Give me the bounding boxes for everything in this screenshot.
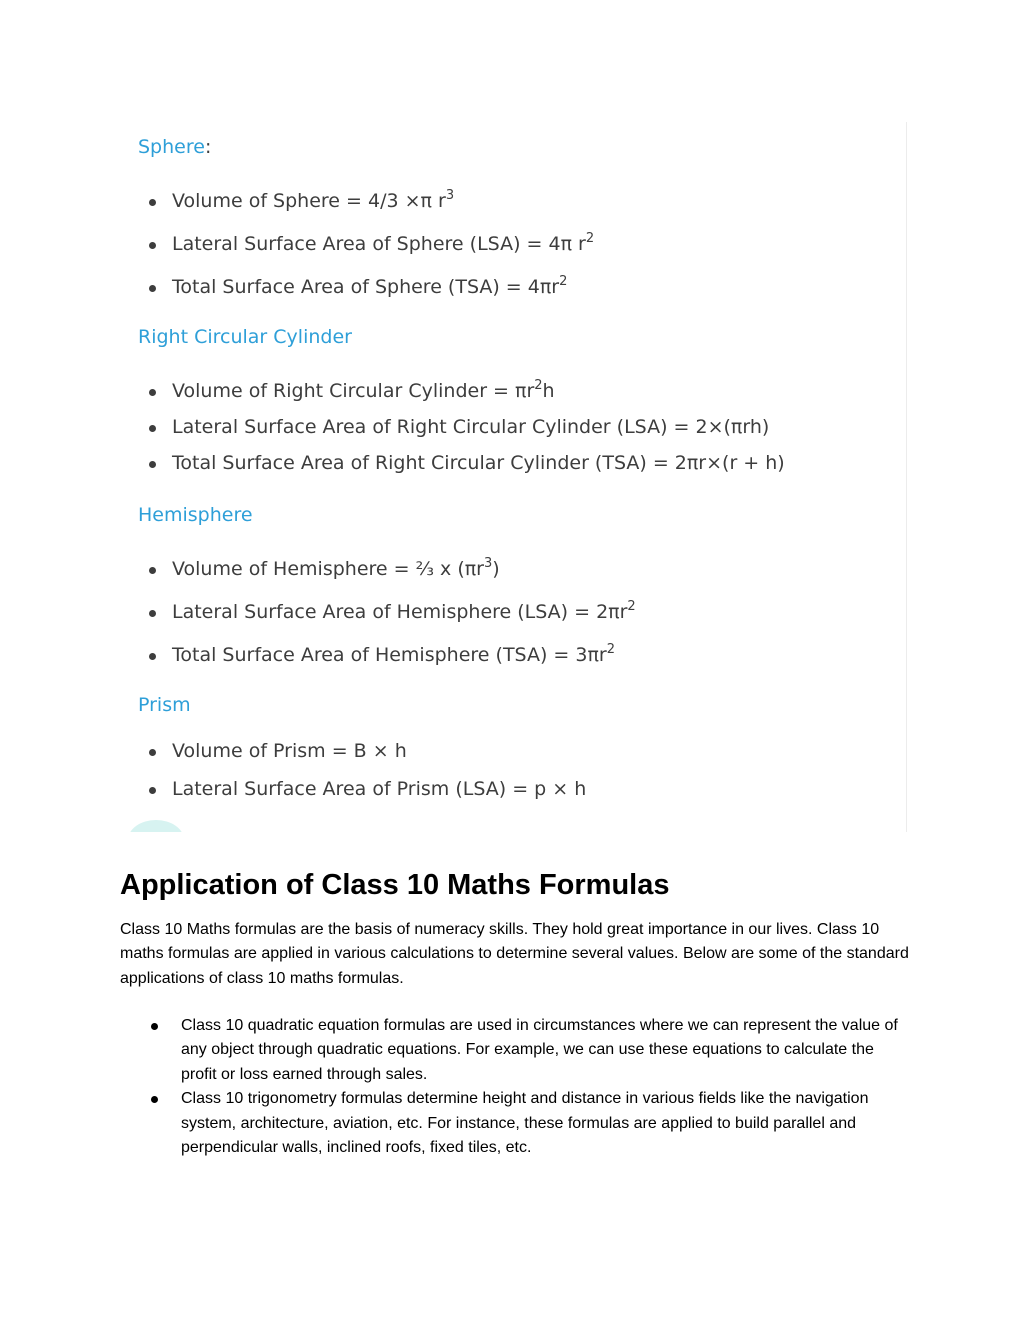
bullet-icon (149, 425, 156, 432)
list-item: Total Surface Area of Sphere $(TSA) = 4\pi r^2$ (120, 278, 594, 297)
bullet-icon (149, 787, 156, 794)
bullet-icon (149, 567, 156, 574)
list-item: Class 10 trigonometry formulas determine height and distance in various fields like the navigation system, architecture, aviation, etc. For instance, these formulas are applied to build parallel and perpendicular walls, inclined roofs, fixed tiles, etc. (120, 1087, 910, 1160)
list-item: Lateral Surface Area of Sphere (LSA) = 4π $r^2$ (120, 235, 594, 254)
applications-list (120, 1014, 910, 1160)
list-item: Class 10 quadratic equation formulas are used in circumstances where we can represent the value of any object through quadratic equations. For example, we can use these equations to calculate the profit or loss earned through sales. (120, 1014, 910, 1087)
section-title-prism: Prism (138, 694, 191, 716)
intro-paragraph: Class 10 Maths formulas are the basis of numeracy skills. They hold great importance in our lives. Class 10 maths formulas are applied in various calculations to determine several values. Below are some of the standard applications of class 10 maths formulas. (120, 921, 909, 987)
bullet-icon (151, 1023, 158, 1030)
section-title-hemisphere: Hemisphere (138, 504, 253, 526)
list-item: Volume of Right Circular Cylinder = $\pi r^2h$ (120, 382, 785, 401)
bullet-icon (149, 610, 156, 617)
bullet-icon (149, 749, 156, 756)
list-item: Lateral Surface Area of Right Circular Cylinder (LSA) = 2×(πrh) (120, 418, 785, 437)
list-item: Total Surface Area of Hemisphere $(TSA) = 3\pi r^2$ (120, 646, 636, 665)
formula-screenshot (120, 122, 907, 832)
bullet-icon (149, 285, 156, 292)
list-item: Volume of Hemisphere = ⅔ x $(\pi r^3)$ (120, 560, 636, 579)
prism-formula-list (120, 742, 586, 799)
section-title-sphere: Sphere: (138, 136, 212, 158)
bullet-icon (151, 1096, 158, 1103)
list-item: Total Surface Area of Right Circular Cylinder (TSA) = 2πr×(r + h) (120, 454, 785, 473)
bullet-icon (149, 461, 156, 468)
section-title-cylinder: Right Circular Cylinder (138, 326, 352, 348)
list-item: Lateral Surface Area of Hemisphere $(LSA) = 2\pi r^2$ (120, 603, 636, 622)
sphere-formula-list (120, 188, 595, 298)
bullet-icon (149, 653, 156, 660)
page-title: Application of Class 10 Maths Formulas (120, 869, 670, 901)
hemisphere-formula-list (120, 556, 636, 666)
list-item: Lateral Surface Area of Prism (LSA) = p × h (120, 780, 586, 799)
cylinder-formula-list (120, 378, 785, 474)
list-item: Volume of Sphere = 4/3 ×π $r^3$ (120, 192, 594, 211)
bullet-icon (149, 389, 156, 396)
decorative-circle-icon (128, 820, 184, 832)
bullet-icon (149, 242, 156, 249)
list-item: Volume of Prism = B × h (120, 742, 586, 761)
bullet-icon (149, 199, 156, 206)
